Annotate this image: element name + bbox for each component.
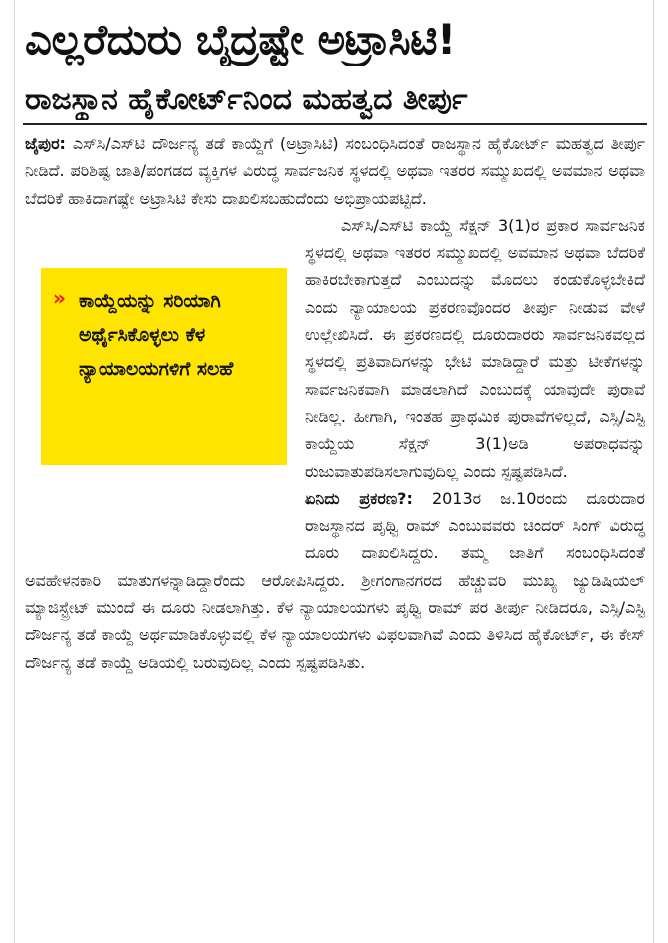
headline-divider bbox=[23, 123, 647, 125]
section-lead: ಏನಿದು ಪ್ರಕರಣ?: bbox=[305, 488, 413, 508]
chevron-double-right-icon: » bbox=[53, 286, 66, 310]
headline: ಎಲ್ಲರೆದುರು ಬೈದ್ರಷ್ಟೇ ಅಟ್ರಾಸಿಟಿ! bbox=[25, 15, 456, 64]
dateline: ಜೈಪುರ: bbox=[25, 134, 66, 153]
highlight-quote: ಕಾಯ್ದೆಯನ್ನು ಸರಿಯಾಗಿ ಅರ್ಥೈಸಿಕೊಳ್ಳಲು ಕೆಳ ನ್ಯಾಯಾಲಯಗಳಿಗೆ ಸಲಹೆ bbox=[79, 290, 234, 380]
news-clipping bbox=[14, 0, 654, 943]
paragraph-3-text: 2013ರ ಜ.10ರಂದು ದೂರುದಾರ ರಾಜಸ್ಥಾನದ ಪೃಥ್ವಿ ರಾಮ್ ಎಂಬುವವರು ಚಿಂದರ್ ಸಿಂಗ್ ವಿರುದ್ಧ ದೂರು ದಾಖಲಿಸಿದ್ದರು. ತಮ್ಮ ಜಾತಿಗೆ ಸಂಬಂಧಿಸಿದಂತೆ ಅವಹೇಳನಕಾರಿ ಮಾತುಗಳನ್ನಾಡಿದ್ದಾರೆಂದು ಆರೋಪಿಸಿದ್ದರು. ಶ್ರೀಗಂಗಾನಗರದ ಹೆಚ್ಚುವರಿ ಮುಖ್ಯ ಜ್ಯುಡಿಷಿಯಲ್ ಮ್ಯಾಜಿಸ್ಟ್ರೇಟ್ ಮುಂದೆ ಈ ದೂರು ನೀಡಲಾಗಿತ್ತು. ಕೆಳ ನ್ಯಾಯಾಲಯಗಳು ಪೃಥ್ವಿ ರಾಮ್ ಪರ ತೀರ್ಪು ನೀಡಿದರೂ, ಎಸ್ಸಿ/ಎಸ್ಟಿ ದೌರ್ಜನ್ಯ ತಡೆ ಕಾಯ್ದೆ ಅರ್ಥಮಾಡಿಕೊಳ್ಳುವಲ್ಲಿ ಕೆಳ ನ್ಯಾಯಾಲಯಗಳು ವಿಫಲವಾಗಿವೆ ಎಂದು ತಿಳಿಸಿದ ಹೈಕೋರ್ಟ್, ಈ ಕೇಸ್ ದೌರ್ಜನ್ಯ ತಡೆ ಕಾಯ್ದೆ ಅಡಿಯಲ್ಲಿ ಬರುವುದಿಲ್ಲ ಎಂದು ಸ್ಪಷ್ಟಪಡಿಸಿತು. bbox=[25, 488, 645, 672]
paragraph-1-text: ಎಸ್‌ಸಿ/ಎಸ್‌ಟಿ ದೌರ್ಜನ್ಯ ತಡೆ ಕಾಯ್ದೆಗೆ (ಅಟ್ರಾಸಿಟಿ) ಸಂಬಂಧಿಸಿದಂತೆ ರಾಜಸ್ಥಾನ ಹೈಕೋರ್ಟ್ ಮಹತ್ವದ ತೀರ್ಪು ನೀಡಿದೆ. ಪರಿಶಿಷ್ಟ ಜಾತಿ/ಪಂಗಡದ ವ್ಯಕ್ತಿಗಳ ವಿರುದ್ಧ ಸಾರ್ವಜನಿಕ ಸ್ಥಳದಲ್ಲಿ ಅಥವಾ ಇತರರ ಸಮ್ಮುಖದಲ್ಲಿ ಅವಮಾನ ಅಥವಾ ಬೆದರಿಕೆ ಹಾಕಿದಾಗಷ್ಟೇ ಅಟ್ರಾಸಿಟಿ ಕೇಸು ದಾಖಲಿಸಬಹುದೆಂದು ಅಭಿಪ್ರಾಯಪಟ್ಟಿದೆ. bbox=[25, 134, 645, 208]
paragraph-1 bbox=[25, 130, 645, 212]
paragraph-2: ಎಸ್‌ಸಿ/ಎಸ್‌ಟಿ ಕಾಯ್ದೆ ಸೆಕ್ಷನ್ 3(1)ರ ಪ್ರಕಾರ ಸಾರ್ವಜನಿಕ ಸ್ಥಳದಲ್ಲಿ ಅಥವಾ ಇತರರ ಸಮ್ಮುಖದಲ್ಲಿ ಅವಮಾನ ಅಥವಾ ಬೆದರಿಕೆ ಹಾಕಿರಬೇಕಾಗುತ್ತದೆ ಎಂಬುದನ್ನು ಮೊದಲು ಕಂಡುಕೊಳ್ಳಬೇಕಿದೆ ಎಂದು ನ್ಯಾಯಾಲಯ ಪ್ರಕರಣವೊಂದರ ತೀರ್ಪು ನೀಡುವ ವೇಳೆ ಉಲ್ಲೇಖಿಸಿದೆ. ಈ ಪ್ರಕರಣದಲ್ಲಿ ದೂರುದಾರರು ಸಾರ್ವಜನಿಕವಲ್ಲದ ಸ್ಥಳದಲ್ಲಿ ಪ್ರತಿವಾದಿಗಳನ್ನು ಭೇಟಿ ಮಾಡಿದ್ದಾರೆ ಮತ್ತು ಟೀಕೆಗಳನ್ನು ಸಾರ್ವಜನಿಕವಾಗಿ ಮಾಡಲಾಗಿದೆ ಎಂಬುದಕ್ಕೆ ಯಾವುದೇ ಪುರಾವೆ ನೀಡಿಲ್ಲ. ಹೀಗಾಗಿ, ಇಂತಹ ಪ್ರಾಥಮಿಕ ಪುರಾವೆಗಳಿಲ್ಲದೆ, ಎಸ್ಸಿ/ಎಸ್ಟಿ ಕಾಯ್ದೆಯ ಸೆಕ್ಷನ್ 3(1)ಅಡಿ ಅಪರಾಧವನ್ನು ರುಜುವಾತುಪಡಿಸಲಾಗುವುದಿಲ್ಲ ಎಂದು ಸ್ಪಷ್ಟಪಡಿಸಿದೆ. bbox=[305, 215, 645, 481]
subheadline: ರಾಜಸ್ಥಾನ ಹೈಕೋರ್ಟ್‌ನಿಂದ ಮಹತ್ವದ ತೀರ್ಪು bbox=[25, 82, 468, 117]
highlight-box bbox=[41, 268, 287, 465]
